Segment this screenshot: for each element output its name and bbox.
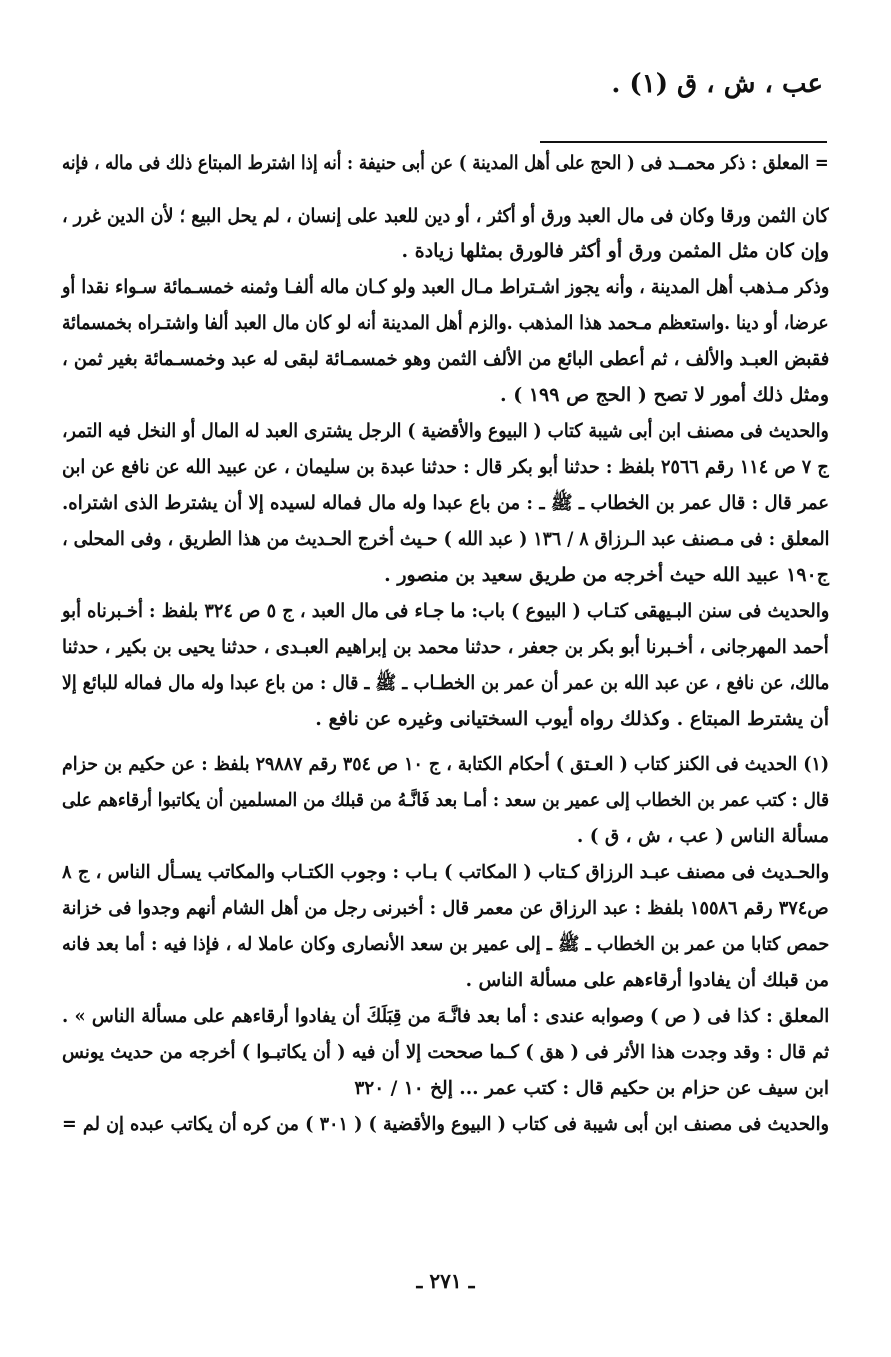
body-line: ومثل ذلك أمور لا تصح ( الحج ص ١٩٩ ) . — [500, 384, 829, 406]
body-line: والحديث فى مصنف ابن أبى شيبة كتاب ( البيوع والأقضية ) الرجل يشترى العبد له المال أو النخل فيه التمر، — [62, 420, 829, 442]
body-line: أحمد المهرجانى ، أخـبرنا أبو بكر بن جعفر ، حدثنا محمد بن إبراهيم العبـدى ، حدثنا يحيى بن بكير ، حدثنا — [62, 636, 829, 658]
footnote-line: ثم قال : وقد وجدت هذا الأثر فى ( هق ) كـما صححت إلا أن فيه ( أن يكاتبـوا ) أخرجه من حديث يونس — [61, 1042, 829, 1063]
footnote-line: ابن سيف عن حزام بن حكيم قال : كتب عمر ... إلخ ١٠ / ٣٢٠ — [354, 1078, 829, 1099]
footnote-line: حمص كتابا من عمر بن الخطاب ـ ﷺ ـ إلى عمير بن سعد الأنصارى وكان عاملا له ، فإذا فيه : أما بعد فانه — [61, 934, 829, 955]
footnote-line: ص٣٧٤ رقم ١٥٥٨٦ بلفظ : عبد الرزاق عن معمر قال : أخبرنى رجل من أهل الشام أنهم وجدوا فى خزانة — [62, 898, 829, 919]
footnote-separator — [540, 141, 827, 143]
body-line: عمر قال : قال عمر بن الخطاب ـ ﷺ ـ : من باع عبدا وله مال فماله لسيده إلا أن يشترط الذى اشتراه. — [61, 492, 829, 514]
body-line: ج ٧ ص ١١٤ رقم ٢٥٦٦ بلفظ : حدثنا أبو بكر قال : حدثنا عبدة بن سليمان ، عن عبيد الله عن نافع عن ابن — [62, 456, 829, 478]
footnote-line: والحديث فى مصنف ابن أبى شيبة فى كتاب ( البيوع والأقضية ) ( ٣٠١ ) من كره أن يكاتب عبده إن لم = — [61, 1114, 829, 1135]
body-line: المعلق : فى مـصنف عبد الـرزاق ٨ / ١٣٦ ( عبد الله ) حـيث أخرج الحـديث من هذا الطريق ، وفى المحلى ، — [61, 528, 829, 550]
body-line: والحديث فى سنن البـيهقى كتـاب ( البيوع ) باب: ما جـاء فى مال العبد ، ج ٥ ص ٣٢٤ بلفظ : أخـبرناه أبو — [61, 600, 829, 622]
running-header: عب ، ش ، ق (١) . — [611, 69, 823, 99]
footnote-line: (١) الحديث فى الكنز كتاب ( العـتق ) أحكام الكتابة ، ج ١٠ ص ٣٥٤ رقم ٢٩٨٨٧ بلفظ : عن حكيم بن حزام — [61, 754, 829, 775]
body-line: عرضا، أو دينا .واستعظم مـحمد هذا المذهب .والزم أهل المدينة أنه لو كان مال العبد ألفا واشتـراه بخمسمائة — [62, 312, 829, 334]
page-number: ـ ٢٧١ ـ — [416, 1269, 475, 1293]
body-line: كان الثمن ورقا وكان فى مال العبد ورق أو أكثر ، أو دين للعبد على إنسان ، لم يحل البيع ؛ لأن الدين غرر ، — [62, 205, 829, 227]
body-line: وذكر مـذهب أهل المدينة ، وأنه يجوز اشـتراط مـال العبد ولو كـان ماله ألفـا وثمنه خمسـمائة سـواء نقدا أو — [61, 276, 829, 298]
body-line: = المعلق : ذكر محمــد فى ( الحج على أهل المدينة ) عن أبى حنيفة : أنه إذا اشترط المبتاع ذلك فى ماله ، فإنه — [62, 152, 829, 174]
body-line: أن يشترط المبتاع . وكذلك رواه أيوب السختيانى وغيره عن نافع . — [315, 708, 829, 730]
body-line: مالك، عن نافع ، عن عبد الله بن عمر أن عمر بن الخطـاب ـ ﷺ ـ قال : من باع عبدا وله مال فماله للبائع إلا — [61, 672, 829, 694]
footnote-line: المعلق : كذا فى ( ص ) وصوابه عندى : أما بعد فانَّـهَ من قِبَلَكَ أن يفادوا أرقاءهم على مسألة الناس » . — [61, 1006, 829, 1027]
body-line: فقبض العبـد والألف ، ثم أعطى البائع من الألف الثمن وهو خمسمـائة لبقى له عبد وخمسـمائة بغير ثمن ، — [61, 348, 829, 370]
body-line: ج١٩٠ عبيد الله حيث أخرجه من طريق سعيد بن منصور . — [384, 564, 829, 586]
footnote-line: والحـديث فى مصنف عبـد الرزاق كـتاب ( المكاتب ) بـاب : وجوب الكتـاب والمكاتب يسـأل الناس ، ج ٨ — [61, 862, 830, 883]
body-line: وإن كان مثل المثمن ورق أو أكثر فالورق بمثلها زيادة . — [401, 240, 829, 262]
footnote-line: من قبلك أن يفادوا أرقاءهم على مسألة الناس . — [465, 970, 829, 991]
footnote-line: مسألة الناس ( عب ، ش ، ق ) . — [576, 826, 829, 847]
footnote-line: قال : كتب عمر بن الخطاب إلى عمير بن سعد : أمـا بعد فَانَّـهُ من قبلك من المسلمين أن يكاتبوا أرقاءهم على — [61, 790, 829, 811]
